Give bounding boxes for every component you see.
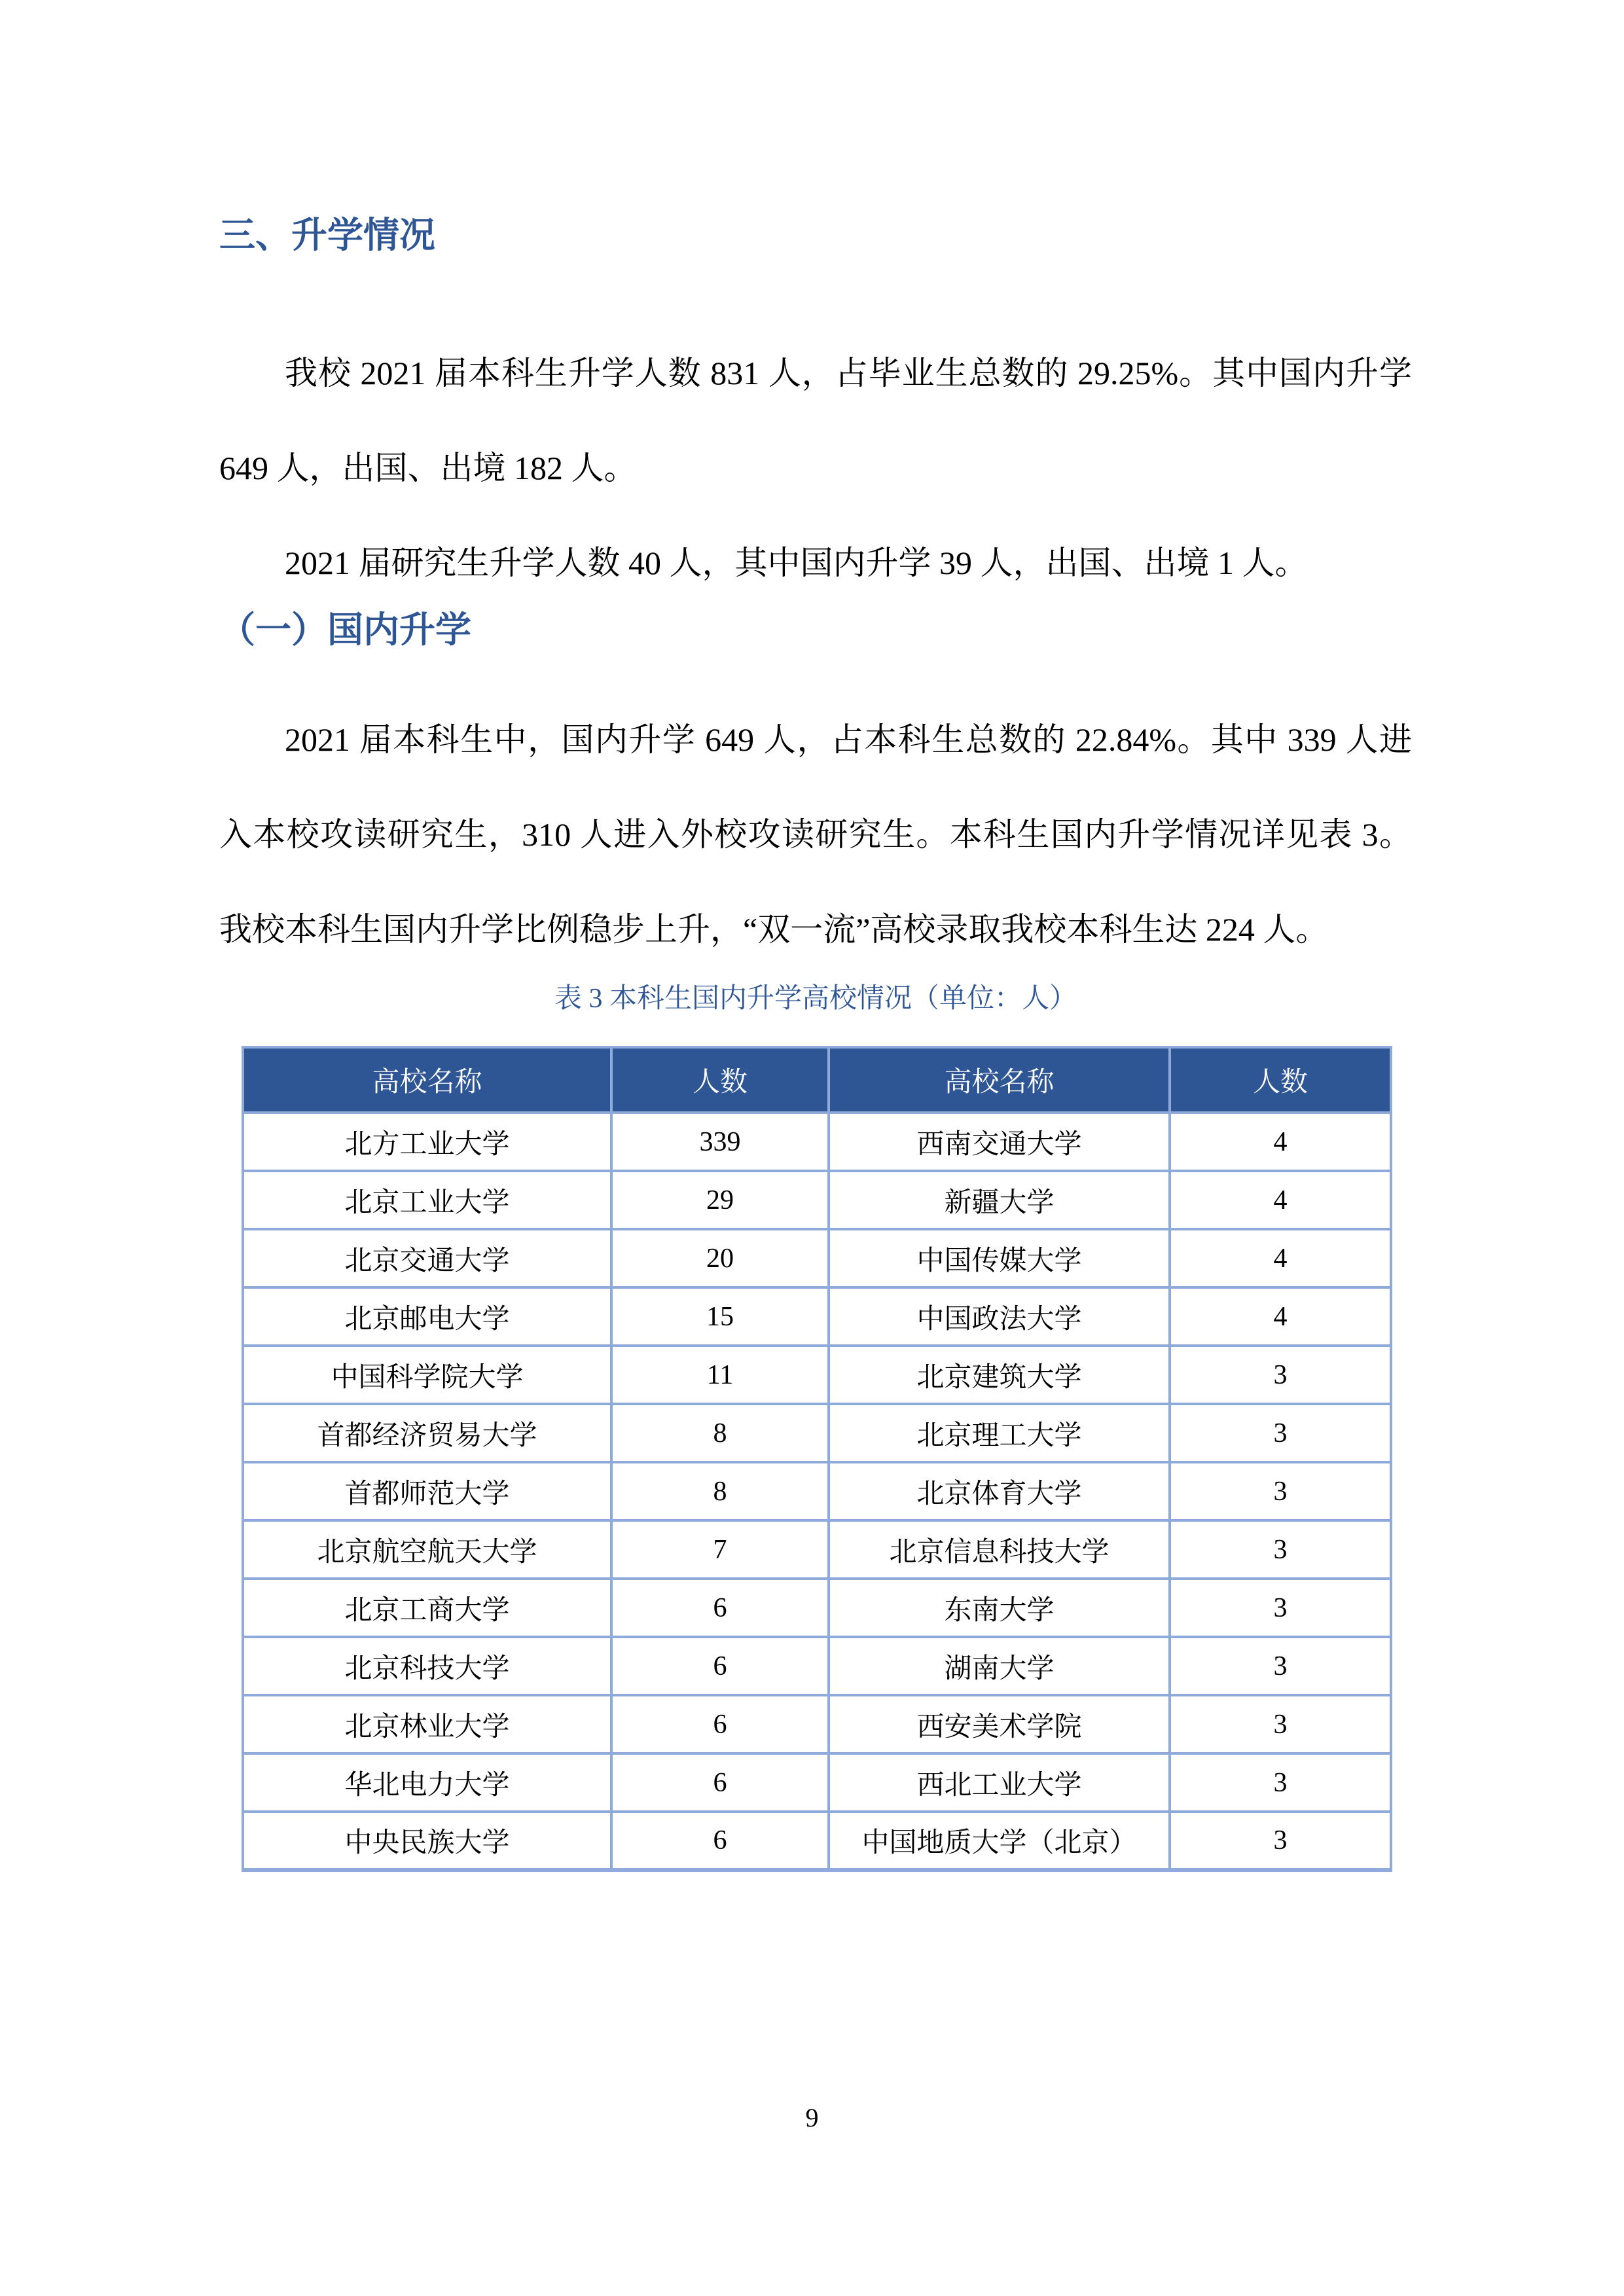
table-cell: 北京工业大学	[243, 1171, 611, 1229]
table-cell: 6	[611, 1579, 829, 1637]
table-cell: 首都经济贸易大学	[243, 1404, 611, 1462]
table-cell: 8	[611, 1404, 829, 1462]
table-cell: 3	[1170, 1520, 1391, 1579]
table-cell: 湖南大学	[829, 1637, 1170, 1695]
table-cell: 6	[611, 1695, 829, 1753]
table-cell: 中国政法大学	[829, 1287, 1170, 1346]
table-row	[243, 1171, 1391, 1229]
table-cell: 东南大学	[829, 1579, 1170, 1637]
table-row	[243, 1229, 1391, 1287]
table-cell: 11	[611, 1346, 829, 1404]
table-cell: 15	[611, 1287, 829, 1346]
table-cell: 华北电力大学	[243, 1753, 611, 1812]
university-admissions-table	[242, 1046, 1392, 1872]
table-cell: 3	[1170, 1462, 1391, 1520]
table-cell: 北方工业大学	[243, 1113, 611, 1171]
header-university-name-left: 高校名称	[243, 1047, 611, 1113]
table-row	[243, 1287, 1391, 1346]
table-row	[243, 1637, 1391, 1695]
header-count-left: 人数	[611, 1047, 829, 1113]
header-university-name-right: 高校名称	[829, 1047, 1170, 1113]
table-row	[243, 1404, 1391, 1462]
table-row	[243, 1753, 1391, 1812]
table-cell: 中国科学院大学	[243, 1346, 611, 1404]
table-cell: 北京交通大学	[243, 1229, 611, 1287]
table-row	[243, 1113, 1391, 1171]
table-row	[243, 1579, 1391, 1637]
paragraph-graduate-summary: 2021 届研究生升学人数 40 人，其中国内升学 39 人，出国、出境 1 人。	[285, 545, 1308, 581]
table-header	[243, 1047, 1391, 1113]
table-cell: 4	[1170, 1171, 1391, 1229]
table-cell: 中国传媒大学	[829, 1229, 1170, 1287]
table-cell: 6	[611, 1637, 829, 1695]
paragraph-domestic-detail: 2021 届本科生中，国内升学 649 人，占本科生总数的 22.84%。其中 339 人进入本校攻读研究生，310 人进入外校攻读研究生。本科生国内升学情况详见表 3。我校本科生国内升学比例稳步上升，“双一流”高校录取我校本科生达 224 人。	[219, 721, 1412, 948]
table-cell: 北京建筑大学	[829, 1346, 1170, 1404]
table-cell: 6	[611, 1753, 829, 1812]
table-cell: 北京邮电大学	[243, 1287, 611, 1346]
table-cell: 29	[611, 1171, 829, 1229]
table-caption: 表 3 本科生国内升学高校情况（单位：人）	[554, 984, 1077, 1014]
table-cell: 北京科技大学	[243, 1637, 611, 1695]
table-cell: 北京信息科技大学	[829, 1520, 1170, 1579]
table-cell: 中国地质大学（北京）	[829, 1812, 1170, 1870]
table-cell: 北京林业大学	[243, 1695, 611, 1753]
table-cell: 4	[1170, 1113, 1391, 1171]
paragraph-undergrad-summary: 我校 2021 届本科生升学人数 831 人，占毕业生总数的 29.25%。其中国内升学 649 人，出国、出境 182 人。	[219, 355, 1412, 486]
table-cell: 北京理工大学	[829, 1404, 1170, 1462]
table-cell: 北京体育大学	[829, 1462, 1170, 1520]
subsection-heading: （一）国内升学	[219, 610, 472, 650]
table-row	[243, 1812, 1391, 1870]
table-cell: 6	[611, 1812, 829, 1870]
table-cell: 8	[611, 1462, 829, 1520]
section-heading: 三、升学情况	[219, 215, 436, 255]
table-cell: 339	[611, 1113, 829, 1171]
table-cell: 中央民族大学	[243, 1812, 611, 1870]
header-count-right: 人数	[1170, 1047, 1391, 1113]
table-header-row	[243, 1047, 1391, 1113]
table-cell: 首都师范大学	[243, 1462, 611, 1520]
table-cell: 3	[1170, 1404, 1391, 1462]
table-body	[243, 1113, 1391, 1870]
table-cell: 西安美术学院	[829, 1695, 1170, 1753]
table-row	[243, 1346, 1391, 1404]
table-cell: 3	[1170, 1695, 1391, 1753]
table-cell: 4	[1170, 1229, 1391, 1287]
table-cell: 北京航空航天大学	[243, 1520, 611, 1579]
page-content	[0, 216, 1624, 1872]
table-cell: 西北工业大学	[829, 1753, 1170, 1812]
table-cell: 7	[611, 1520, 829, 1579]
table-row	[243, 1462, 1391, 1520]
table-cell: 3	[1170, 1637, 1391, 1695]
table-row	[243, 1695, 1391, 1753]
table-cell: 3	[1170, 1579, 1391, 1637]
table-row	[243, 1520, 1391, 1579]
page-number: 9	[805, 2103, 819, 2132]
table-cell: 3	[1170, 1346, 1391, 1404]
table-cell: 3	[1170, 1812, 1391, 1870]
table-cell: 西南交通大学	[829, 1113, 1170, 1171]
table-cell: 3	[1170, 1753, 1391, 1812]
table-cell: 北京工商大学	[243, 1579, 611, 1637]
table-cell: 新疆大学	[829, 1171, 1170, 1229]
table-cell: 20	[611, 1229, 829, 1287]
table-cell: 4	[1170, 1287, 1391, 1346]
